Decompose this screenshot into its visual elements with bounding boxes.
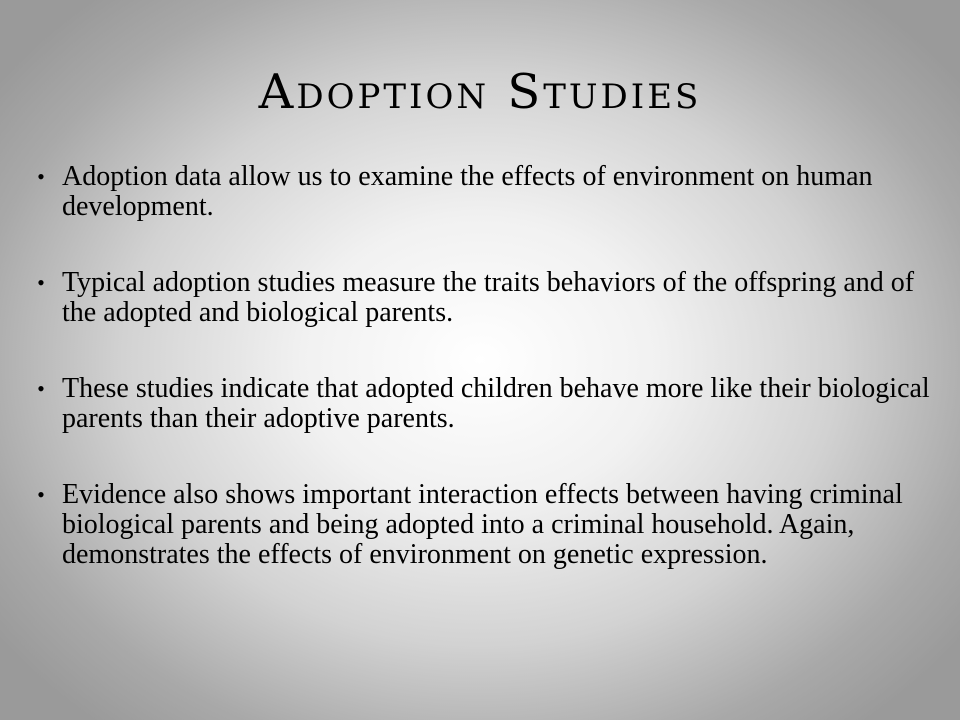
bullet-item-4 bbox=[30, 480, 930, 570]
slide-title: Adoption Studies bbox=[258, 64, 702, 120]
bullet-dot-icon: • bbox=[37, 376, 45, 401]
bullet-text: Adoption data allow us to examine the effects of environment on human development. bbox=[62, 161, 873, 222]
bullet-item-2 bbox=[30, 268, 930, 328]
bullet-dot-icon: • bbox=[37, 482, 45, 507]
bullet-list bbox=[30, 162, 930, 616]
bullet-text: These studies indicate that adopted children behave more like their biological parents than their adoptive parents. bbox=[62, 373, 930, 434]
bullet-dot-icon: • bbox=[37, 270, 45, 295]
bullet-item-1 bbox=[30, 162, 930, 222]
bullet-text: Evidence also shows important interaction effects between having criminal biological parents and being adopted into a criminal household. Again, demonstrates the effects of environment on genetic expression. bbox=[62, 479, 903, 570]
bullet-text: Typical adoption studies measure the traits behaviors of the offspring and of the adopted and biological parents. bbox=[62, 267, 915, 328]
bullet-dot-icon: • bbox=[37, 164, 45, 189]
bullet-item-3 bbox=[30, 374, 930, 434]
